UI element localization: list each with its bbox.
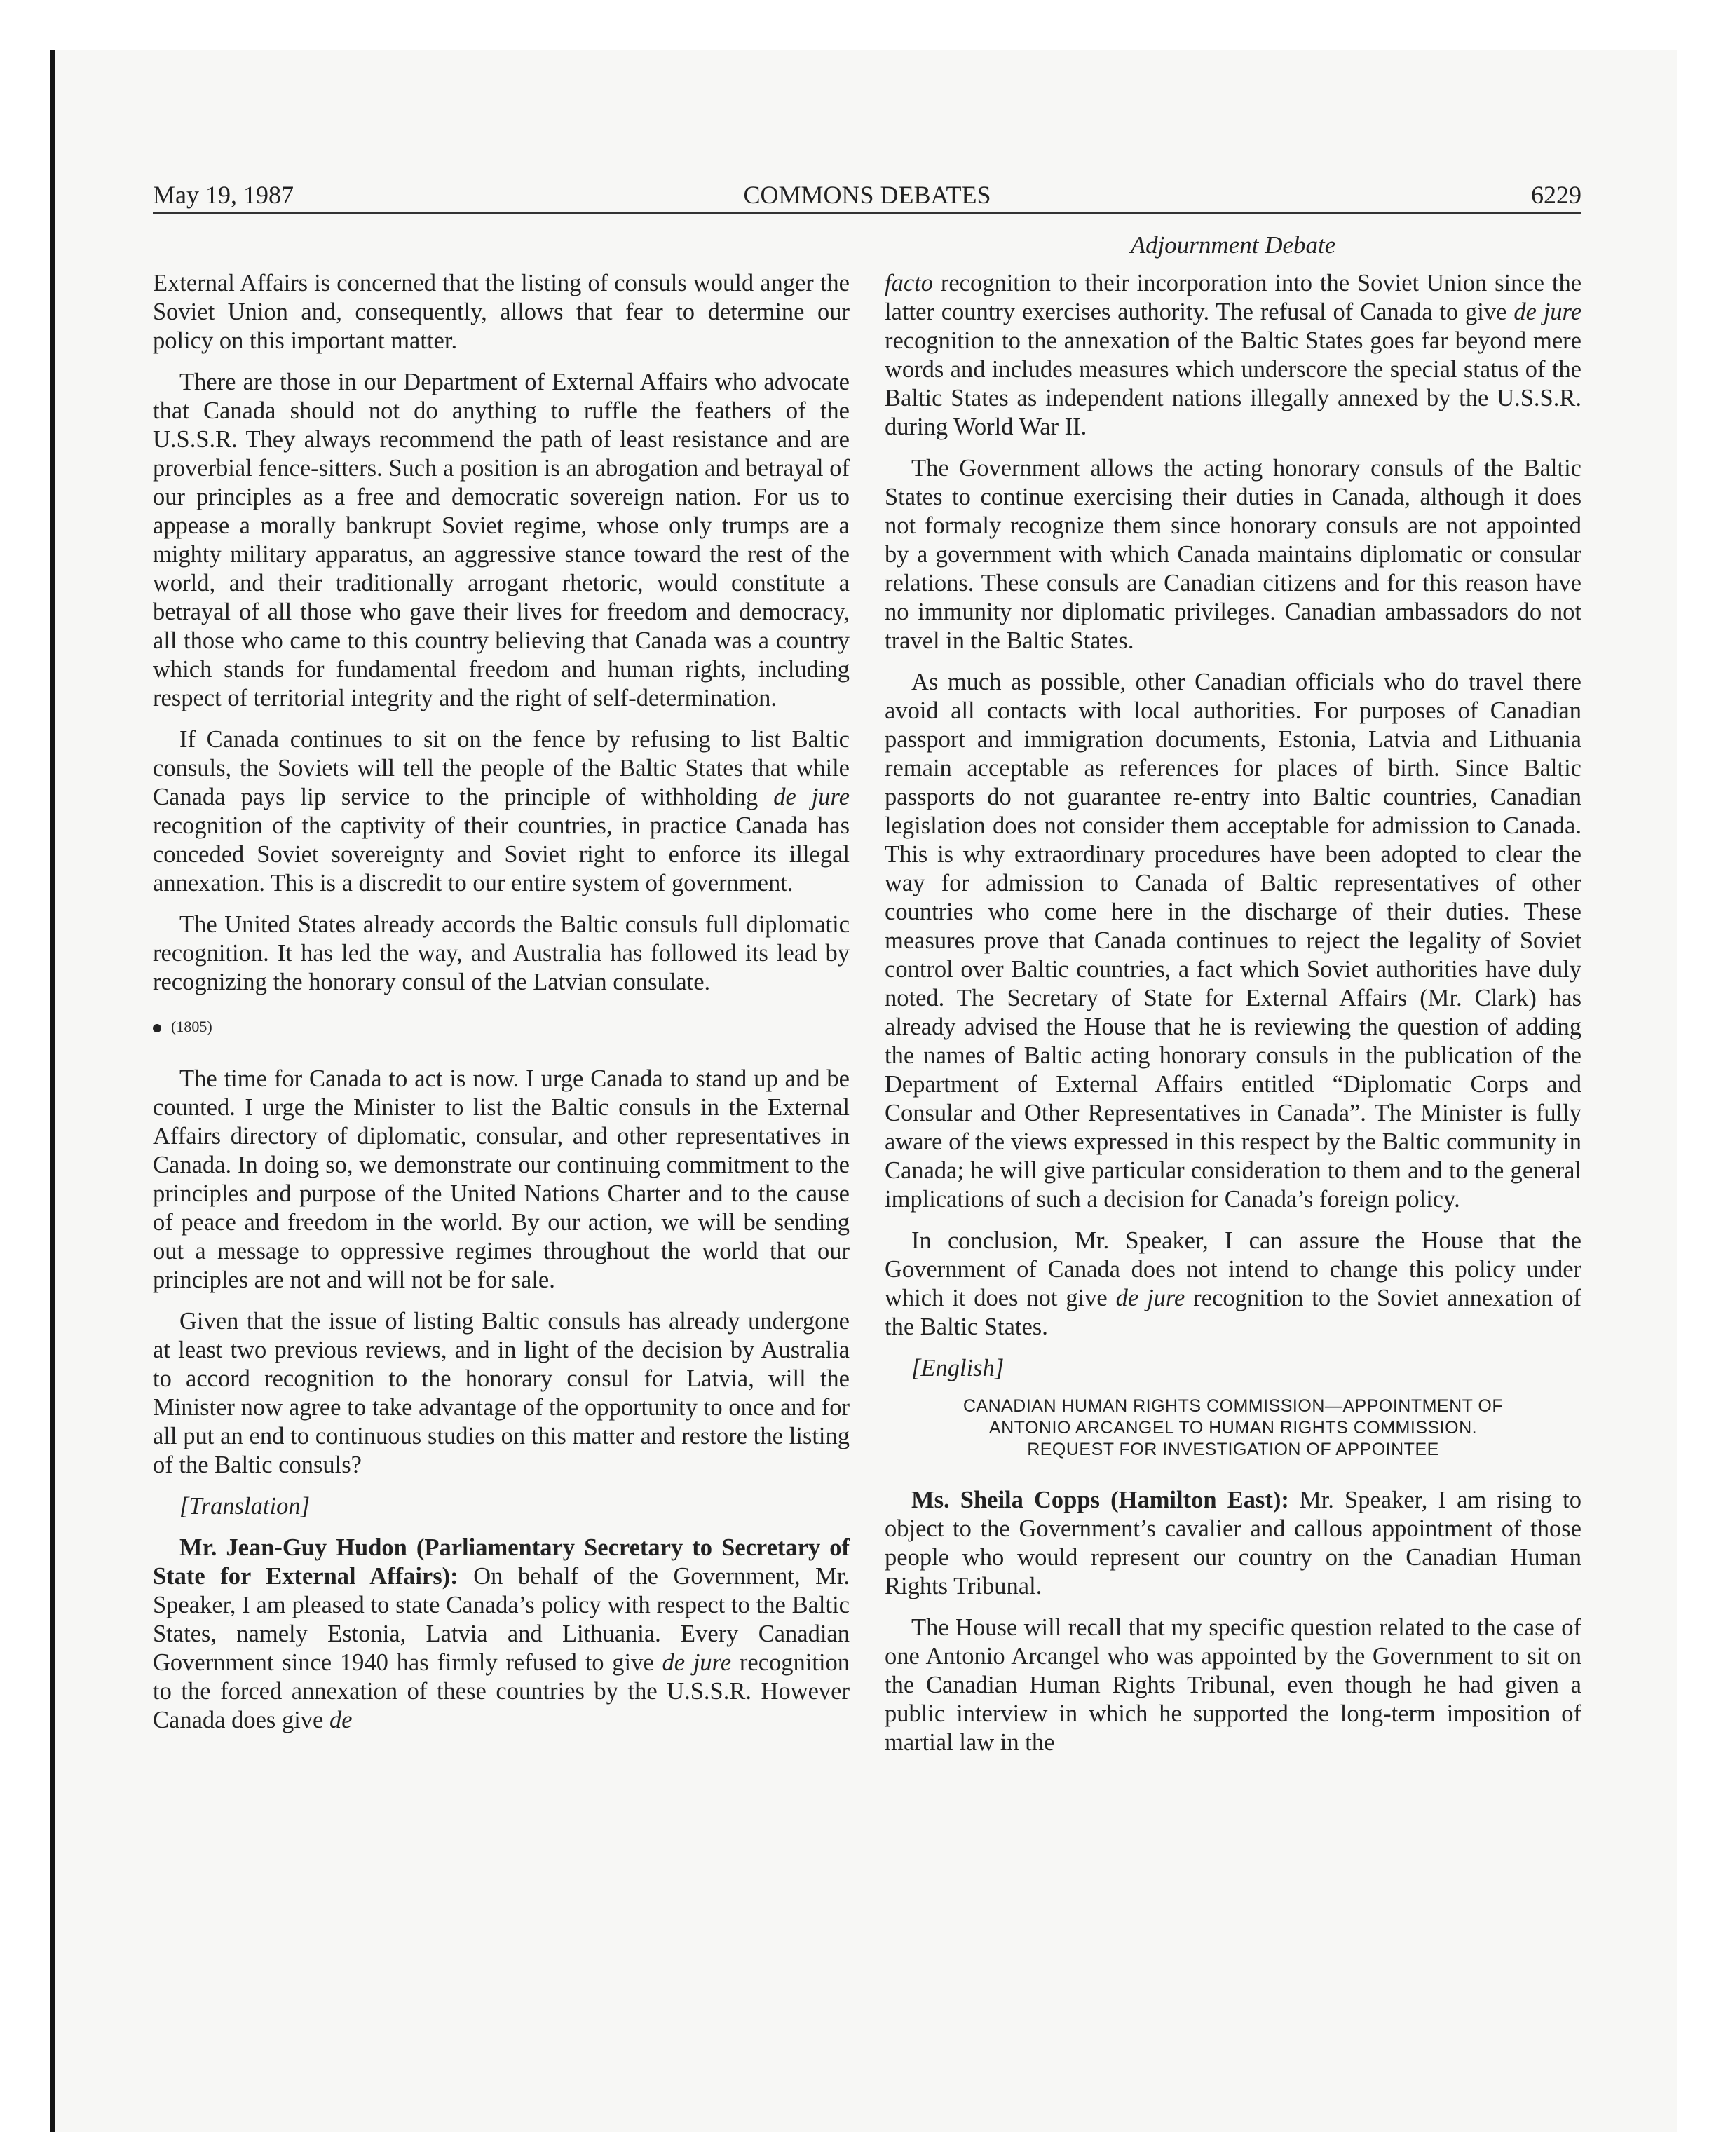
paragraph: If Canada continues to sit on the fence by refusing to list Baltic consuls, the Soviets will tell the people of the Baltic States that while Canada pays lip service to the principle of withholding de jure recognition of the captivity of their countries, in practice Canada has conceded Soviet sovereignty and Soviet right to enforce its illegal annexation. This is a discredit to our entire system of government.	[153, 726, 850, 896]
debate-heading: CANADIAN HUMAN RIGHTS COMMISSION—APPOINTMENT OF ANTONIO ARCANGEL TO HUMAN RIGHTS COMMISSION. REQUEST FOR INVESTIGATION OF APPOINTEE	[962, 1396, 1504, 1459]
paragraph: The House will recall that my specific question related to the case of one Antonio Arcangel who was appointed by the Government to sit on the Canadian Human Rights Tribunal, even though he had given a public interview in which he supported the long-term imposition of martial law in the	[885, 1614, 1581, 1756]
paragraph: Given that the issue of listing Baltic consuls has already undergone at least two previous reviews, and in light of the decision by Australia to accord recognition to the honorary consul for Latvia, will the Minister now agree to take advantage of the opportunity to once and for all put an end to continuous studies on this matter and restore the listing of the Baltic consuls?	[153, 1308, 850, 1478]
paragraph: The time for Canada to act is now. I urge Canada to stand up and be counted. I urge the Minister to list the Baltic consuls in the External Affairs directory of diplomatic, consular, and other representatives in Canada. In doing so, we demonstrate our continuing commitment to the principles and purpose of the United Nations Charter and to the cause of peace and freedom in the world. By our action, we will be sending out a message to oppressive regimes throughout the world that our principles are not and will not be for sale.	[153, 1065, 850, 1293]
paragraph: The United States already accords the Baltic consuls full diplomatic recognition. It has led the way, and Australia has followed its lead by recognizing the honorary consul of the Latvian consulate.	[153, 911, 850, 995]
paragraph: As much as possible, other Canadian officials who do travel there avoid all contacts with local authorities. For purposes of Canadian passport and immigration documents, Estonia, Latvia and Lithuania remain acceptable as references for places of birth. Since Baltic passports do not guarantee re-entry into Baltic countries, Canadian legislation does not consider them acceptable for admission to Canada. This is why extraordinary procedures have been adopted to clear the way for admission to Canada of Baltic representatives of other countries who come here in the discharge of their duties. These measures prove that Canada continues to reject the legality of Soviet control over Baltic countries, a fact which Soviet authorities have duly noted. The Secretary of State for External Affairs (Mr. Clark) has already advised the House that he is reviewing the question of adding the names of Baltic acting honorary consuls in the publication of the Department of External Affairs entitled “Diplomatic Corps and Consular and Other Representatives in Canada”. The Minister is fully aware of the views expressed in this respect by the Baltic community in Canada; he will give particular consideration to them and to the general implications of such a decision for Canada’s foreign policy.	[885, 669, 1581, 1213]
speaker-name: Ms. Sheila Copps (Hamilton East):	[911, 1487, 1289, 1513]
paragraph: In conclusion, Mr. Speaker, I can assure the House that the Government of Canada does not intend to change this policy under which it does not give de jure recognition to the Soviet annexation of the Baltic States.	[885, 1227, 1582, 1340]
header-rule	[153, 212, 1581, 214]
page-header	[153, 174, 1581, 216]
translation-label: [Translation]	[179, 1493, 310, 1520]
speaker-paragraph: Mr. Jean-Guy Hudon (Parliamentary Secretary to Secretary of State for External Affairs): On behalf of the Government, Mr. Speaker, I am pleased to state Canada’s policy with respect to the Baltic States, namely Estonia, Latvia and Lithuania. Every Canadian Government since 1940 has firmly refused to give de jure recognition to the forced annexation of these countries by the U.S.S.R. However Canada does give de	[153, 1534, 850, 1733]
header-date: May 19, 1987	[153, 181, 294, 209]
paragraph: External Affairs is concerned that the listing of consuls would anger the Soviet Union and, consequently, allows that fear to determine our policy on this important matter.	[153, 270, 850, 354]
speaker-name: Mr. Jean-Guy Hudon (Parliamentary Secretary to Secretary of State for External Affairs):	[153, 1534, 850, 1590]
paragraph: facto recognition to their incorporation into the Soviet Union since the latter country exercises authority. The refusal of Canada to give de jure recognition to the annexation of the Baltic States goes far beyond mere words and includes measures which underscore the special status of the Baltic States as independent nations illegally annexed by the U.S.S.R. during World War II.	[885, 270, 1582, 440]
header-publication: COMMONS DEBATES	[743, 181, 991, 209]
english-label: [English]	[911, 1355, 1005, 1381]
paragraph: The Government allows the acting honorary consuls of the Baltic States to continue exercising their duties in Canada, although it does not formaly recognize them since honorary consuls are not appointed by a government with which Canada maintains diplomatic or consular relations. These consuls are Canadian citizens and for this reason have no immunity nor diplomatic privileges. Canadian ambassadors do not travel in the Baltic States.	[885, 455, 1581, 654]
speaker-paragraph: Ms. Sheila Copps (Hamilton East): Mr. Speaker, I am rising to object to the Government’s cavalier and callous appointment of those people who would represent our country on the Canadian Human Rights Tribunal.	[885, 1487, 1582, 1599]
time-marker: (1805)	[153, 1012, 850, 1041]
left-column	[153, 269, 850, 1747]
header-page-number: 6229	[1531, 181, 1581, 209]
right-column	[885, 269, 1581, 1770]
bullet-icon	[153, 1024, 161, 1032]
section-title: Adjournment Debate	[1130, 231, 1336, 259]
paragraph: There are those in our Department of External Affairs who advocate that Canada should not do anything to ruffle the feathers of the U.S.S.R. They always recommend the path of least resistance and are proverbial fence-sitters. Such a position is an abrogation and betrayal of our principles as a free and democratic sovereign nation. For us to appease a morally bankrupt Soviet regime, whose only trumps are a mighty military apparatus, an aggressive stance toward the rest of the world, and their traditionally arrogant rhetoric, would constitute a betrayal of all those who gave their lives for freedom and democracy, all those who came to this country believing that Canada was a country which stands for fundamental freedom and human rights, including respect of territorial integrity and the right of self-determination.	[153, 369, 850, 711]
binding-edge	[50, 50, 55, 2132]
